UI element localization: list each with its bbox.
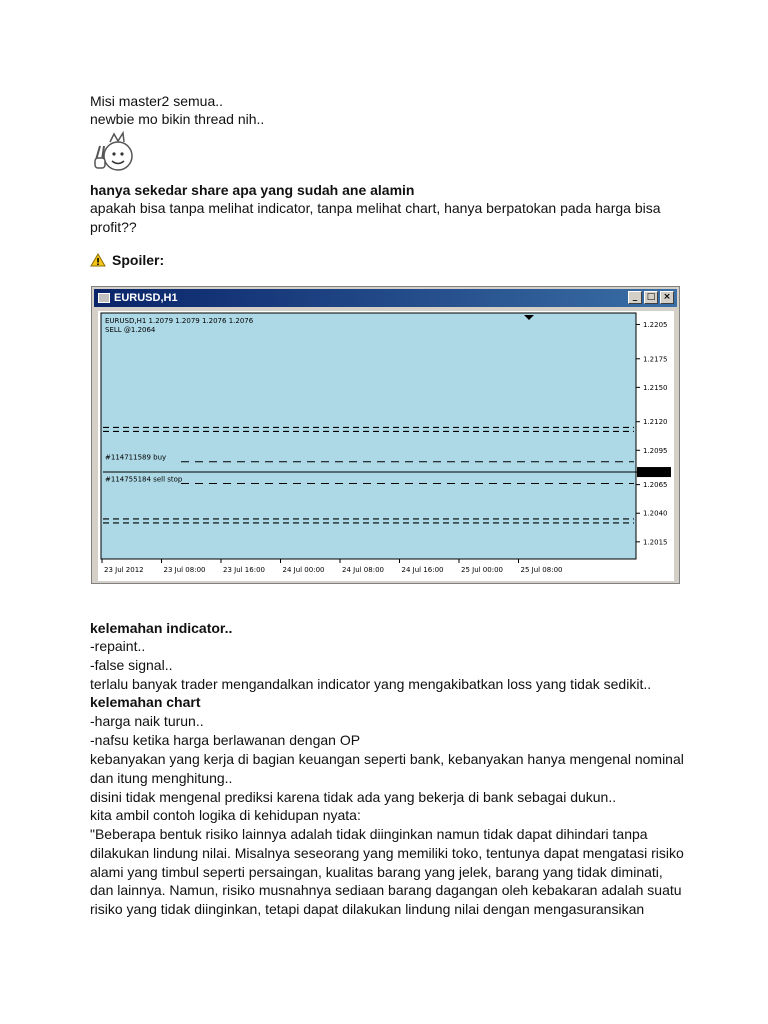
- greeting-line: Misi master2 semua..: [90, 93, 224, 109]
- chart-plot-area: [101, 313, 636, 559]
- question-line-1: apakah bisa tanpa melihat indicator, tanpa melihat chart, hanya berpatokan pada harga bisa: [90, 200, 661, 216]
- chart-window-icon: [98, 293, 110, 303]
- chart-order-label: #114755184 sell stop: [105, 475, 183, 484]
- chart-y-tick-label: 1.2065: [643, 481, 668, 490]
- quote-line-3: alami yang timbul seperti persaingan, kualitas barang yang jelek, barang yang tidak diminati,: [90, 864, 663, 880]
- indicator-item-2: -false signal..: [90, 657, 173, 673]
- quote-line-4: dan lainnya. Namun, risiko musnahnya sediaan barang dagangan oleh kebakaran adalah suatu: [90, 882, 682, 898]
- warning-icon: [90, 253, 106, 267]
- indicator-note: terlalu banyak trader mengandalkan indicator yang mengakibatkan loss yang tidak sedikit..: [90, 676, 652, 692]
- intro-line: newbie mo bikin thread nih..: [90, 111, 265, 127]
- heading-chart-weakness: kelemahan chart: [90, 694, 201, 710]
- chart-order-line: SELL @1.2064: [105, 326, 156, 334]
- body-p1-line1: kebanyakan yang kerja di bagian keuangan seperti bank, kebanyakan hanya mengenal nominal: [90, 751, 684, 767]
- chart-x-tick-label: 25 Jul 00:00: [461, 566, 503, 574]
- chart-x-tick-label: 25 Jul 08:00: [520, 566, 563, 574]
- quote-line-1: "Beberapa bentuk risiko lainnya adalah tidak diinginkan namun tidak dapat dihindari tanpa: [90, 826, 648, 842]
- chart-x-tick-label: 24 Jul 16:00: [401, 566, 444, 574]
- peace-emoticon-icon: [90, 130, 138, 178]
- chart-x-tick-label: 23 Jul 08:00: [163, 566, 206, 574]
- chart-item-1: -harga naik turun..: [90, 713, 204, 729]
- chart-order-label: #114711589 buy: [105, 453, 167, 462]
- chart-y-tick-label: 1.2205: [643, 320, 668, 329]
- close-button[interactable]: ×: [660, 291, 674, 304]
- minimize-button[interactable]: _: [628, 291, 642, 304]
- indicator-item-1: -repaint..: [90, 638, 146, 654]
- chart-window: [91, 286, 680, 584]
- price-chart[interactable]: [98, 311, 674, 581]
- chart-y-tick-label: 1.2040: [643, 509, 668, 518]
- chart-y-tick-label: 1.2175: [643, 355, 668, 364]
- chart-titlebar[interactable]: [94, 289, 677, 307]
- heading-indicator-weakness: kelemahan indicator..: [90, 620, 233, 636]
- chart-y-tick-label: 1.2015: [643, 538, 668, 547]
- chart-x-tick-label: 24 Jul 08:00: [342, 566, 384, 574]
- chart-y-tick-label: 1.2095: [643, 446, 668, 455]
- quote-line-5: risiko yang tidak diinginkan, tetapi dapat dilakukan lindung nilai dengan mengasuransikan: [90, 901, 645, 917]
- chart-info-line: EURUSD,H1 1.2079 1.2079 1.2076 1.2076: [105, 317, 254, 325]
- chart-x-tick-label: 23 Jul 2012: [104, 566, 144, 574]
- chart-x-tick-label: 23 Jul 16:00: [223, 566, 265, 574]
- body-p1-line2: dan itung menghitung..: [90, 770, 233, 786]
- chart-y-tick-label: 1.2120: [643, 418, 668, 427]
- chart-window-title: EURUSD,H1: [114, 292, 178, 304]
- body-p2: disini tidak mengenal prediksi karena tidak ada yang bekerja di bank sebagai dukun..: [90, 789, 617, 805]
- quote-line-2: dilakukan lindung nilai. Misalnya seseorang yang memiliki toko, tentunya dapat mengatasi risiko: [90, 845, 684, 861]
- question-line-2: profit??: [90, 219, 137, 235]
- body-p3: kita ambil contoh logika di kehidupan nyata:: [90, 807, 361, 823]
- chart-y-tick-label: 1.2076: [643, 468, 668, 477]
- chart-x-tick-label: 24 Jul 00:00: [282, 566, 325, 574]
- spoiler-label: Spoiler:: [112, 252, 165, 268]
- chart-item-2: -nafsu ketika harga berlawanan dengan OP: [90, 732, 361, 748]
- spoiler-toggle[interactable]: [90, 252, 164, 268]
- heading-share: hanya sekedar share apa yang sudah ane alamin: [90, 182, 415, 198]
- chart-y-tick-label: 1.2150: [643, 383, 668, 392]
- maximize-button[interactable]: □: [644, 291, 658, 304]
